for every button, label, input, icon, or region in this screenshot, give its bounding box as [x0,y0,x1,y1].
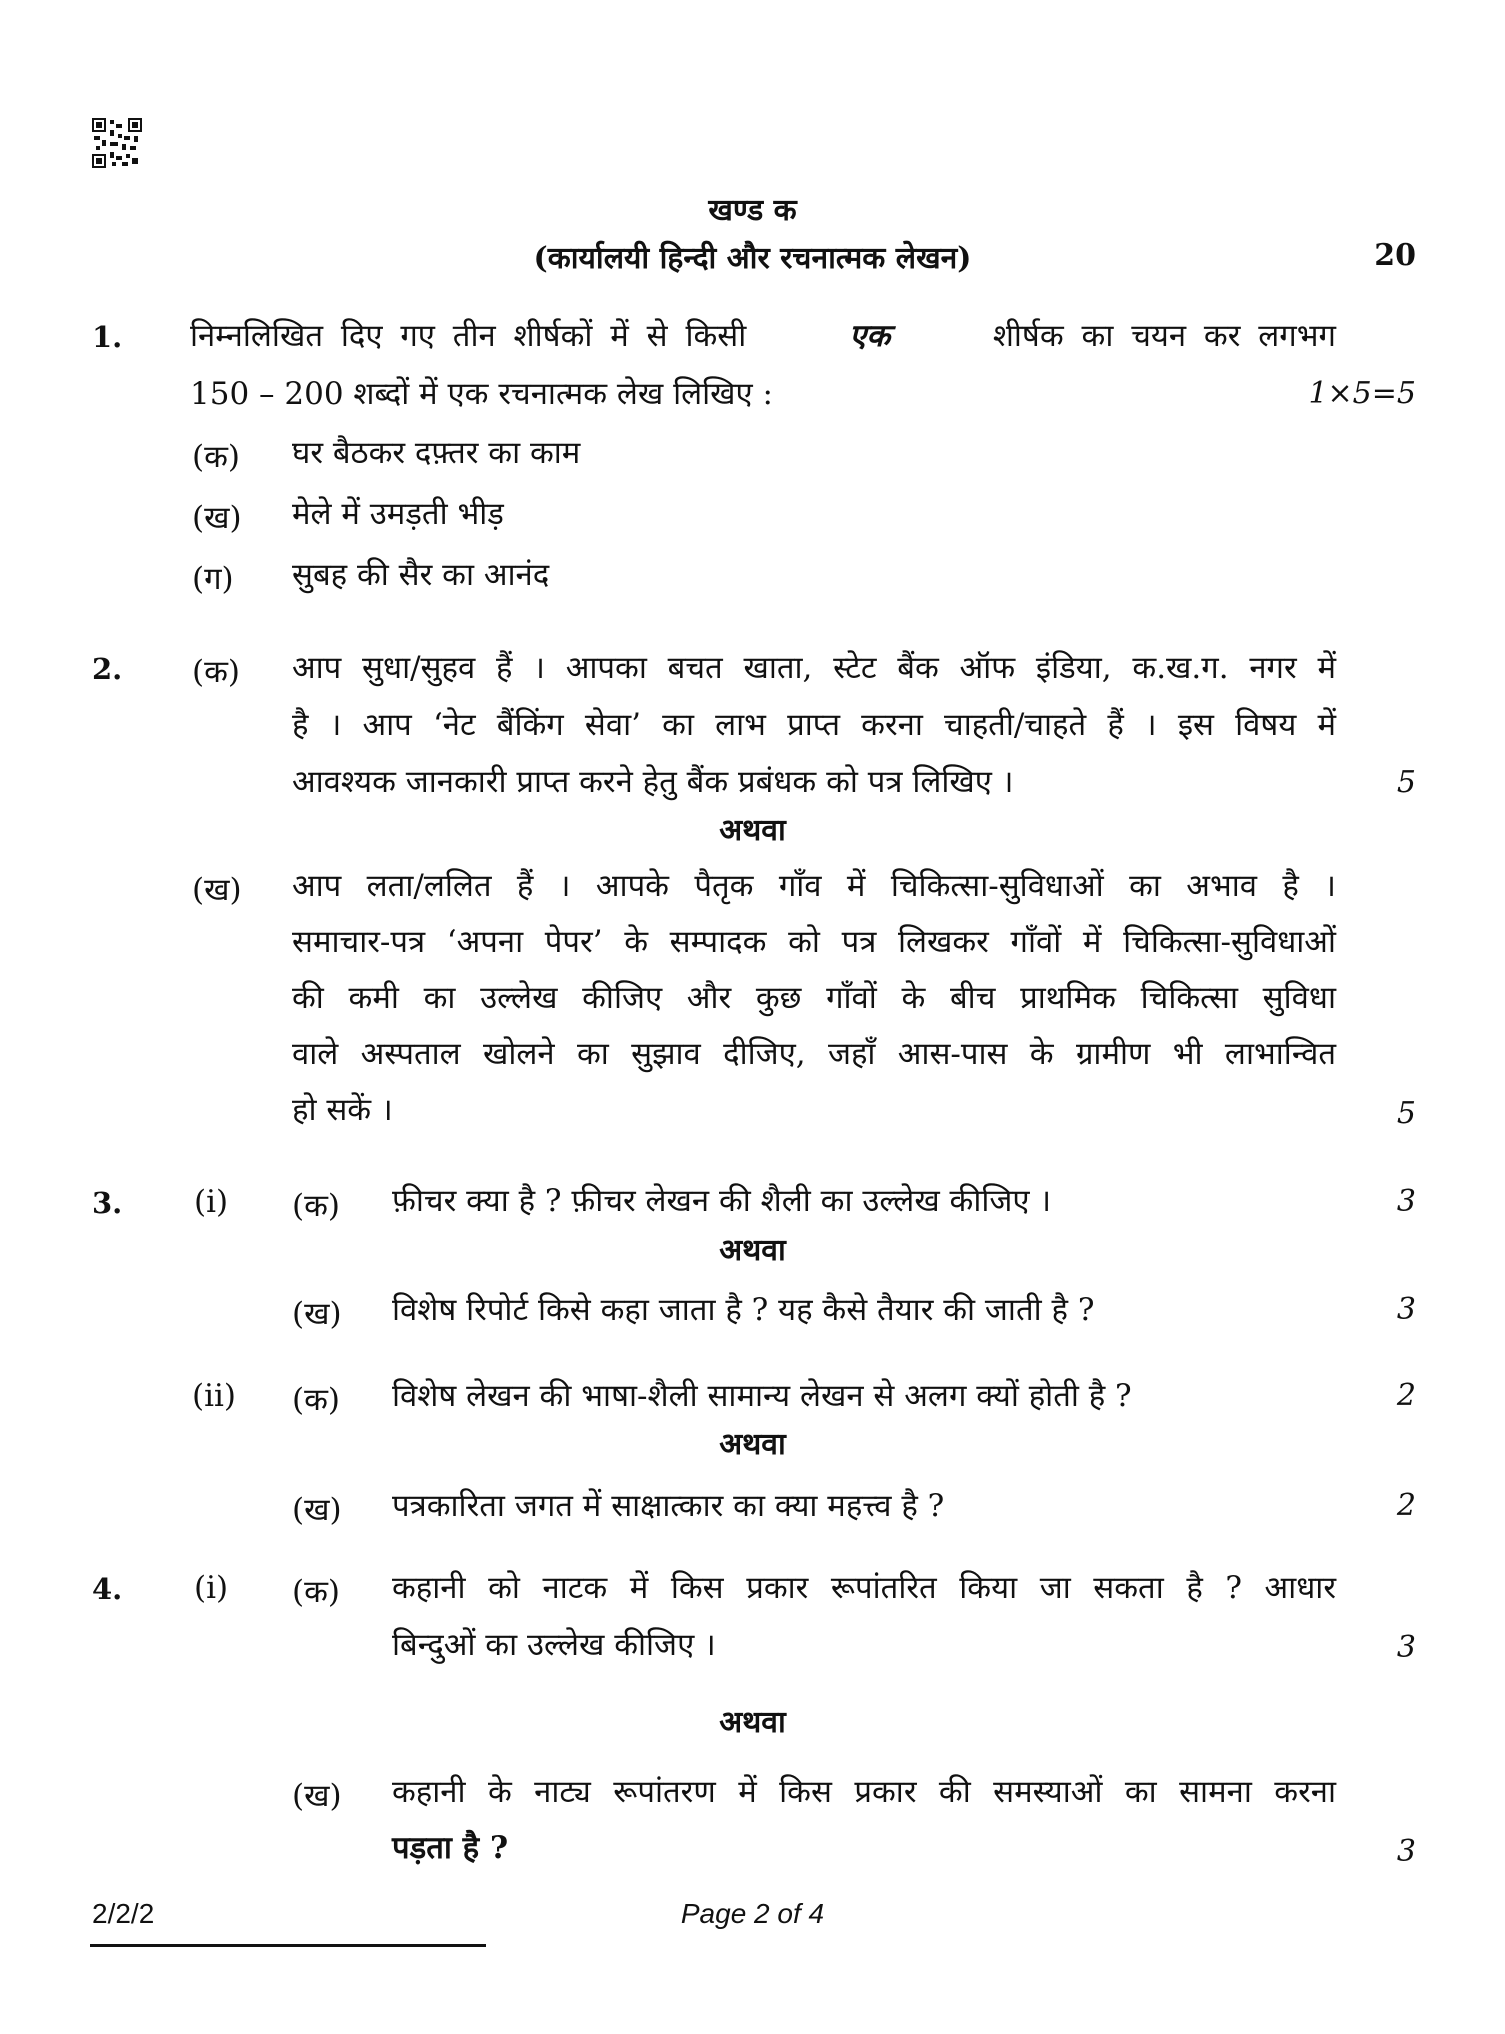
q3-ii-b-text: पत्रकारिता जगत में साक्षात्कार का क्या महत्त्व है ? [392,1488,945,1524]
option-label: (ख) [192,500,242,536]
q3-ii-a-text: विशेष लेखन की भाषा-शैली सामान्य लेखन से अलग क्यों होती है ? [392,1378,1132,1414]
question-number: 2. [92,652,123,686]
q2b-line: वाले अस्पताल खोलने का सुझाव दीजिए, जहाँ आस-पास के ग्रामीण भी लाभान्वित [292,1036,1336,1072]
q2b-line: समाचार-पत्र ‘अपना पेपर’ के सम्पादक को पत्र लिखकर गाँवों में चिकित्सा-सुविधाओं [292,924,1336,960]
q2a-marks: 5 [1396,765,1416,800]
qr-code-icon [92,118,142,168]
q1-text-part: निम्नलिखित दिए गए तीन शीर्षकों में से किसी [190,318,747,354]
part-label: (ख) [292,1778,342,1814]
or-divider: अथवा [719,1427,786,1462]
q2b-line: की कमी का उल्लेख कीजिए और कुछ गाँवों के बीच प्राथमिक चिकित्सा सुविधा [292,980,1336,1016]
q3-i-a-text: फ़ीचर क्या है ? फ़ीचर लेखन की शैली का उल्लेख कीजिए । [392,1183,1052,1219]
q4-i-a-line: बिन्दुओं का उल्लेख कीजिए । [392,1627,716,1663]
question-number: 3. [92,1186,123,1220]
q2a-line: आप सुधा/सुहव हैं । आपका बचत खाता, स्टेट बैंक ऑफ इंडिया, क.ख.ग. नगर में [292,650,1336,686]
section-subtitle: (कार्यालयी हिन्दी और रचनात्मक लेखन) [533,241,972,276]
q4-i-b-marks: 3 [1396,1834,1416,1869]
q2b-marks: 5 [1396,1096,1416,1131]
part-label: (क) [292,1382,340,1418]
or-divider: अथवा [719,813,786,848]
option-label: (क) [192,439,240,475]
option-text: सुबह की सैर का आनंद [292,557,550,593]
subpart-label: (ii) [192,1378,237,1414]
q4-i-b-line: पड़ता है ? [392,1830,509,1866]
q3-ii-a-marks: 2 [1396,1378,1416,1413]
section-marks: 20 [1374,238,1416,273]
q3-ii-b-marks: 2 [1396,1488,1416,1523]
option-text: घर बैठकर दफ़्तर का काम [292,435,581,471]
q2a-line: आवश्यक जानकारी प्राप्त करने हेतु बैंक प्रबंधक को पत्र लिखिए । [292,764,1014,800]
q2b-line: हो सकें । [292,1092,393,1128]
q1-marks: 1×5=5 [1308,376,1416,411]
q3-i-b-marks: 3 [1396,1292,1416,1327]
page-number: Page 2 of 4 [680,1898,825,1929]
question-number: 4. [92,1572,123,1606]
q4-i-a-marks: 3 [1396,1630,1416,1665]
q1-line1 [190,316,1336,356]
part-label: (ख) [192,872,242,908]
subpart-label: (i) [194,1184,229,1220]
part-label: (क) [292,1574,340,1610]
q4-i-a-line: कहानी को नाटक में किस प्रकार रूपांतरित किया जा सकता है ? आधार [392,1570,1336,1606]
q1-line2: 150 – 200 शब्दों में एक रचनात्मक लेख लिखिए : [190,376,773,412]
part-label: (ख) [292,1296,342,1332]
paper-code: 2/2/2 [92,1898,155,1929]
q1-text-part: शीर्षक का चयन कर लगभग [992,318,1336,354]
option-label: (ग) [192,561,234,597]
part-label: (ख) [292,1492,342,1528]
part-label: (क) [192,654,240,690]
q3-i-b-text: विशेष रिपोर्ट किसे कहा जाता है ? यह कैसे तैयार की जाती है ? [392,1292,1095,1328]
or-divider: अथवा [719,1233,786,1268]
option-text: मेले में उमड़ती भीड़ [292,496,504,532]
or-divider: अथवा [719,1705,786,1740]
q3-i-a-marks: 3 [1396,1184,1416,1219]
q2a-line: है । आप ‘नेट बैंकिंग सेवा’ का लाभ प्राप्त करना चाहती/चाहते हैं । इस विषय में [292,707,1336,743]
footer-rule [90,1944,486,1947]
q4-i-b-line: कहानी के नाट्य रूपांतरण में किस प्रकार की समस्याओं का सामना करना [392,1774,1336,1810]
subpart-label: (i) [194,1570,229,1606]
section-title: खण्ड क [708,193,797,228]
q1-emphasis: एक [849,318,891,354]
q2b-line: आप लता/ललित हैं । आपके पैतृक गाँव में चिकित्सा-सुविधाओं का अभाव है । [292,868,1336,904]
part-label: (क) [292,1188,340,1224]
question-number: 1. [92,320,123,354]
